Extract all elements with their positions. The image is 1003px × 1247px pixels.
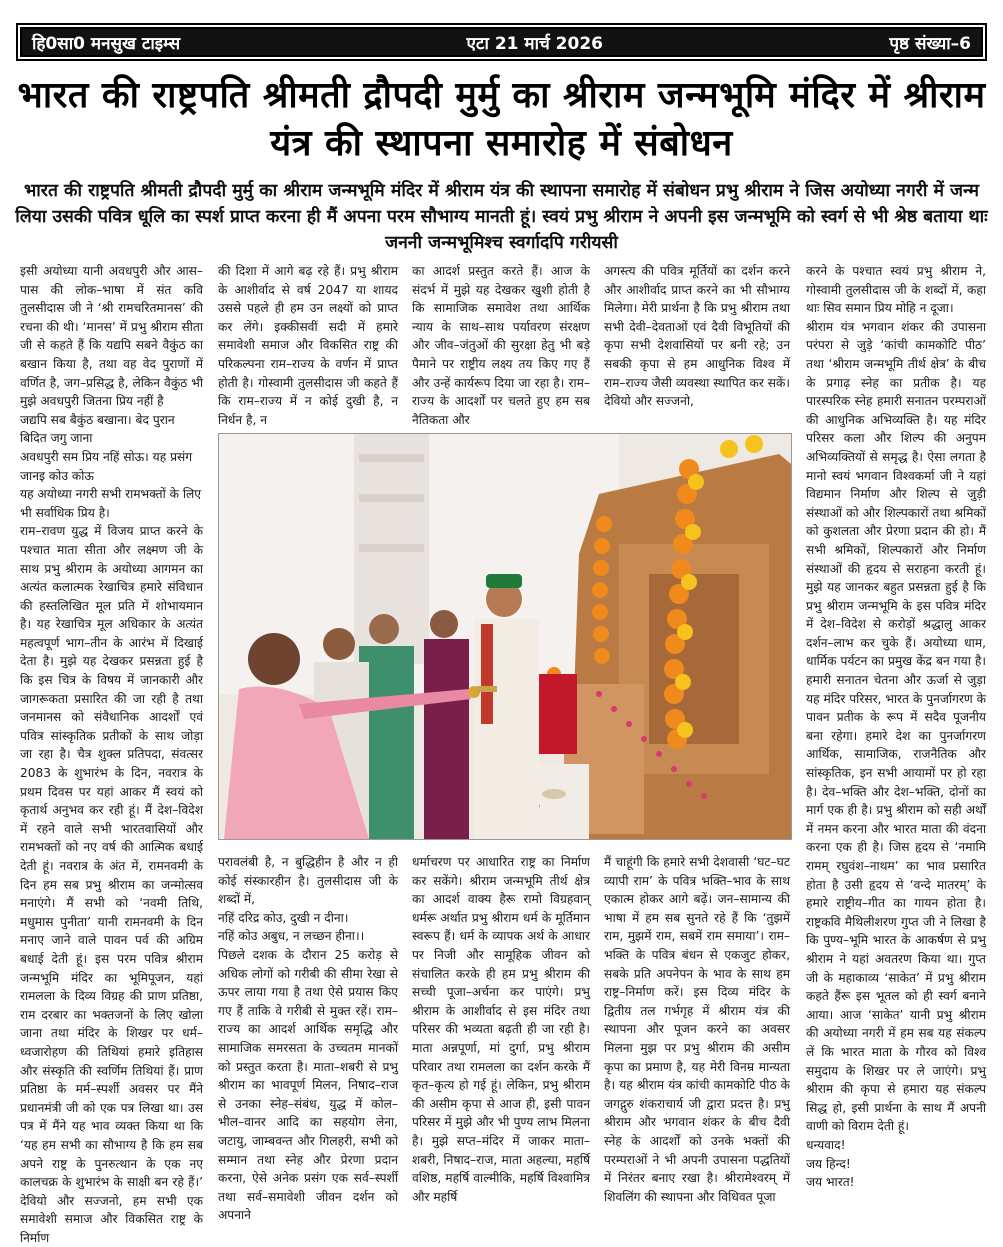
article-column-3-bottom xyxy=(412,853,590,1204)
column-5-paragraph-2: श्रीराम यंत्र भगवान शंकर की उपासना परंपरा से जुड़े ‘कांची कामकोटि पीठ’ तथा ‘श्रीराम जन्मभूमि तीर्थ क्षेत्र’ के बीच के प्रगाढ़ स्नेह का प्रतीक है। यह पारस्परिक स्नेह हमारी सनातन परम्पराओं की आधुनिक अभिव्यक्ति है। यह मंदिर परिसर कला और शिल्प की अनुपम अभिव्यक्तियों से समृद्ध है। ऐसा लगता है मानो स्वयं भगवान विश्वकर्मा जी ने यहां विद्यमान निर्माण और शिल्प से जुड़ी संस्थाओं को और शिल्पकारों तथा श्रमिकों को कुशलता और प्रेरणा प्रदान की हो। मैं सभी श्रमिकों, शिल्पकारों और निर्माण संस्थाओं की हृदय से सराहना करती हूं। मुझे यह जानकर बहुत प्रसन्नता हुई है कि प्रभु श्रीराम जन्मभूमि के इस पवित्र मंदिर में देश–विदेश से करोड़ों श्रद्धालु आकर दर्शन–लाभ कर चुके हैं। अयोध्या धाम, धार्मिक पर्यटन का प्रमुख केंद्र बन गया है। हमारी सनातन चेतना और ऊर्जा से जुड़ा यह मंदिर परिसर, भारत के पुनर्जागरण के पावन प्रतीक के रूप में सदैव पूजनीय बना रहेगा। हमारे देश का पुनर्जागरण आर्थिक, सामाजिक, राजनैतिक और सांस्कृतिक, इन सभी आयामों पर हो रहा है। देव–भक्ति और देश–भक्ति, दोनों का मार्ग एक ही है। प्रभु श्रीराम को सही अर्थों में नमन करना और भारत माता की वंदना करना एक ही है। जिस हृदय से ‘नमामि रामम् रघुवंश–नाथम’ का भाव प्रसारित होता है उसी हृदय से ‘वन्दे मातरम्’ के हमारे राष्ट्रीय–गीत का गायन होता है। राष्ट्रकवि मैथिलीशरण गुप्त जी ने लिखा है कि पुण्य–भूमि भारत के आकर्षण से प्रभु श्रीराम ने यहां अवतरण किया था। गुप्त जी के महाकाव्य ‘साकेत’ में प्रभु श्रीराम कहते हैंरू इस भूतल को ही स्वर्ग बनाने आया। आज ‘साकेत’ यानी प्रभु श्रीराम की अयोध्या नगरी में हम सब यह संकल्प लें कि भारत माता के गौरव को विश्व समुदाय के शिखर पर ले जाएंगे। प्रभु श्रीराम की कृपा से हमारा यह संकल्प सिद्ध हो, इसी प्रार्थना के साथ मैं अपनी वाणी को विराम देती हूं। xyxy=(806,319,986,1134)
page-number: पृष्ठ संख्या–6 xyxy=(889,33,971,54)
date-line: एटा 21 मार्च 2026 xyxy=(466,33,603,54)
column-2-top-text: की दिशा में आगे बढ़ रहे हैं। प्रभु श्रीराम के आशीर्वाद से वर्ष 2047 या शायद उससे पहले ही हम उन लक्ष्यों को प्राप्त कर लेंगे। इक्कीसवीं सदी में हमारे समावेशी समाज और विकसित राष्ट्र की परिकल्पना राम–राज्य के वर्णन में प्राप्त होती है। गोस्वामी तुलसीदास जी कहते हैं कि राम–राज्य में न कोई दुखी है, न निर्धन है, न xyxy=(218,264,398,427)
verse-line: अवधपुरी सम प्रिय नहिं सोऊ। यह प्रसंग जानइ कोउ कोऊ xyxy=(20,449,193,483)
ceremony-photo xyxy=(218,433,792,840)
verse-line: नहिं दरिद्र कोउ, दुखी न दीना। xyxy=(218,910,349,925)
column-4-top-text: अगस्त्य की पवित्र मूर्तियों का दर्शन करने और आशीर्वाद प्राप्त करने का भी सौभाग्य मिलेगा। मेरी प्रार्थना है कि प्रभु श्रीराम तथा सभी देवी–देवताओं एवं दैवी विभूतियों की कृपा सभी देशवासियों पर बनी रहे; उन सबकी कृपा से हम आधुनिक विश्व में राम–राज्य जैसी व्यवस्था स्थापित कर सकें। xyxy=(604,264,790,390)
column-4-top-closing: देवियो और सज्जनो, xyxy=(604,394,694,409)
main-headline: भारत की राष्ट्रपति श्रीमती द्रौपदी मुर्मु का श्रीराम जन्मभूमि मंदिर में श्रीराम यंत्र की स्थापना समारोह में संबोधन xyxy=(17,75,986,164)
sub-headline: भारत की राष्ट्रपति श्रीमती द्रौपदी मुर्मु का श्रीराम जन्मभूमि मंदिर में श्रीराम यंत्र की स्थापना समारोह में संबोधन प्रभु श्रीराम ने जिस अयोध्या नगरी में जन्म लिया उसकी पवित्र धूलि का स्पर्श प्राप्त करना ही मैं अपना परम सौभाग्य मानती हूं। स्वयं प्रभु श्रीराम ने अपनी इस जन्मभूमि को स्वर्ग से भी श्रेष्ठ बताया थाः जननी जन्मभूमिश्च स्वर्गादपि गरीयसी xyxy=(15,181,988,253)
column-3-top-text: का आदर्श प्रस्तुत करते हैं। आज के संदर्भ में मुझे यह देखकर खुशी होती है कि सामाजिक समावेश तथा आर्थिक न्याय के साथ–साथ पर्यावरण संरक्षण और जीव–जंतुओं की सुरक्षा हेतु भी बड़े पैमाने पर राष्ट्रीय लक्ष्य तय किए गए हैं और उन्हें कार्यरूप दिया जा रहा है। राम–राज्य के आदर्शों पर चलते हुए हम सब नैतिकता और xyxy=(412,264,590,427)
column-3-bottom-text: धर्माचरण पर आधारित राष्ट्र का निर्माण कर सकेंगे। श्रीराम जन्मभूमि तीर्थ क्षेत्र का आदर्श वाक्य हैरू रामो विग्रहवान् धर्मरू अर्थात प्रभु श्रीराम धर्म के मूर्तिमान स्वरूप हैं। धर्म के व्यापक अर्थ के आधार पर निजी और सामूहिक जीवन को संचालित करके ही हम प्रभु श्रीराम की सच्ची पूजा–अर्चना कर पाएंगे। प्रभु श्रीराम के आशीर्वाद से इस मंदिर तथा परिसर की भव्यता बढ़ती ही जा रही है। माता अन्नपूर्णा, मां दुर्गा, प्रभु श्रीराम परिवार तथा रामलला का दर्शन करके मैं कृत–कृत्य हो गई हूं। लेकिन, प्रभु श्रीराम की असीम कृपा से आज ही, इसी पावन परिसर में मुझे और भी पुण्य लाभ मिलना है। मुझे सप्त–मंदिर में जाकर माता–शबरी, निषाद–राज, माता अहल्या, महर्षि वशिष्ठ, महर्षि वाल्मीकि, महर्षि विश्वामित्र और महर्षि xyxy=(412,855,590,1204)
verse-line: यह अयोध्या नगरी सभी रामभक्तों के लिए भी सर्वाधिक प्रिय है। xyxy=(20,487,202,520)
article-column-2-bottom xyxy=(218,853,398,1223)
article-column-4-bottom xyxy=(604,853,790,1204)
column-4-bottom-text: मैं चाहूंगी कि हमारे सभी देशवासी ‘घट–घट व्यापी राम’ के पवित्र भक्ति–भाव के साथ एकात्म होकर आगे बढ़ें। जन–सामान्य की भाषा में हम सब सुनते रहे हैं कि ‘तुझमें राम, मुझमें राम, सबमें राम समाया’। राम–भक्ति के पवित्र बंधन से एकजुट होकर, सबके प्रति अपनेपन के भाव के साथ हम राष्ट्र–निर्माण करें। इस दिव्य मंदिर के द्वितीय तल गर्भगृह में श्रीराम यंत्र की स्थापना और पूजन करने का अवसर मिलना मुझ पर प्रभु श्रीराम की असीम कृपा का प्रमाण है, यह मेरी विनम्र मान्यता है। यह श्रीराम यंत्र कांची कामकोटि पीठ के जगद्गुरु शंकराचार्य जी द्वारा प्रदत्त है। प्रभु श्रीराम और भगवान शंकर के बीच दैवी स्नेह के आदर्शों को उनके भक्तों की परम्पराओं ने भी अपनी उपासना पद्धतियों में निरंतर बनाए रखा है। श्रीरामेश्वरम् में शिवलिंग की स्थापना और विधिवत पूजा xyxy=(604,855,790,1204)
article-column-5 xyxy=(806,262,986,1198)
closing-jai-hind: जय हिन्द! xyxy=(806,1156,851,1171)
article-column-1 xyxy=(20,262,203,1245)
column-1-paragraph-2: राम–रावण युद्ध में विजय प्राप्त करने के पश्चात माता सीता और लक्ष्मण जी के साथ प्रभु श्रीराम के अयोध्या आगमन का अत्यंत कलात्मक रेखाचित्र हमारे संविधान की हस्तलिखित मूल प्रति में शोभायमान है। यह रेखाचित्र मूल अधिकार के अत्यंत महत्वपूर्ण भाग–तीन के आरंभ में दिखाई देता है। मुझे यह देखकर प्रसन्नता हुई है कि इस चित्र के विषय में जानकारी और जागरूकता प्रसारित की जा रही है तथा जनमानस को संवैधानिक आदर्शों एवं पवित्र सांस्कृतिक प्रतीकों के साथ जोड़ा जा रहा है। चैत्र शुक्ल प्रतिपदा, संवत्सर 2083 के शुभारंभ के दिन, नवरात्र के प्रथम दिवस पर यहां आकर मैं स्वयं को कृतार्थ अनुभव कर रही हूं। मैं देश–विदेश में रहने वाले सभी भारतवासियों और रामभक्तों को नए वर्ष की आत्मिक बधाई देती हूं। नवरात्र के अंत में, रामनवमी के दिन हम सब प्रभु श्रीराम का जन्मोत्सव मनाएंगे। मैं सभी को ‘नवमी तिथि, मधुमास पुनीता’ यानी रामनवमी के दिन मनाए जाने वाले पावन पर्व की अग्रिम बधाई देती हूं। इस परम पवित्र श्रीराम जन्मभूमि मंदिर का भूमिपूजन, यहां रामलला के दिव्य विग्रह की प्राण प्रतिष्ठा, राम दरबार का भक्तजनों के लिए खोला जाना तथा मंदिर के शिखर पर धर्म–ध्वजारोहण की तिथियां हमारे इतिहास और संस्कृति की स्वर्णिम तिथियां हैं। प्राण प्रतिष्ठा के मर्म–स्पर्शी अवसर पर मैंने प्रधानमंत्री जी को एक पत्र लिखा था। उस पत्र में मैंने यह भाव व्यक्त किया था कि ‘यह हम सभी का सौभाग्य है कि हम सब अपने राष्ट्र के पुनरुत्थान के एक नए कालचक्र के शुभारंभ के साक्षी बन रहे हैं।’ देवियो और सज्जनो, हम सभी एक समावेशी समाज और विकसित राष्ट्र के निर्माण xyxy=(20,524,203,1245)
verse-line: नहिं कोउ अबुध, न लच्छन हीना।। xyxy=(218,929,365,944)
column-1-paragraph-1: इसी अयोध्या यानी अवधपुरी और आस–पास की लोक–भाषा में संत कवि तुलसीदास जी ने ‘श्री रामचरितमानस’ की रचना की थी। ‘मानस’ में प्रभु श्रीराम सीता जी से कहते हैं कि यद्यपि सबने वैकुंठ का बखान किया है, तथा वह वेद पुराणों में वर्णित है, जग–प्रसिद्ध है, लेकिन वैकुंठ भी मुझे अवधपुरी जितना प्रिय नहीं है xyxy=(20,264,203,409)
verse-line: जद्यपि सब बैकुंठ बखाना। बेद पुरान बिदित जगु जाना xyxy=(20,412,175,446)
article-column-3-top xyxy=(412,262,590,427)
article-column-4-top xyxy=(604,262,790,417)
closing-jai-bharat: जय भारत! xyxy=(806,1175,855,1190)
column-5-paragraph-1: करने के पश्चात स्वयं प्रभु श्रीराम ने, गोस्वामी तुलसीदास जी के शब्दों में, कहा थाः सिव समान प्रिय मोहि न दूजा। xyxy=(806,264,986,316)
column-2-bottom-paragraph-1: परावलंबी है, न बुद्धिहीन है और न ही कोई संस्कारहीन है। तुलसीदास जी के शब्दों में, xyxy=(218,855,398,907)
masthead-bar xyxy=(20,27,983,57)
column-2-bottom-paragraph-2: पिछले दशक के दौरान 25 करोड़ से अधिक लोगों को गरीबी की सीमा रेखा से ऊपर लाया गया है तथा ऐसे प्रयास किए गए हैं ताकि वे गरीबी से मुक्त रहें। राम–राज्य का आदर्श आर्थिक समृद्धि और सामाजिक समरसता के उच्चतम मानकों को प्रस्तुत करता है। माता–शबरी से प्रभु श्रीराम का भावपूर्ण मिलन, निषाद–राज से उनका स्नेह–संबंध, युद्ध में कोल–भील–वानर आदि का सहयोग लेना, जटायु, जाम्बवन्त और गिलहरी, सभी को सम्मान तथा स्नेह और प्रेरणा प्रदान करना, ऐसे अनेक प्रसंग एक सर्व–स्पर्शी तथा सर्व–समावेशी जीवन दर्शन को अपनाने xyxy=(218,947,398,1223)
article-column-2-top xyxy=(218,262,398,427)
closing-thanks: धन्यवाद! xyxy=(806,1137,846,1152)
paper-name: हि0सा0 मनसुख टाइम्स xyxy=(32,33,181,54)
